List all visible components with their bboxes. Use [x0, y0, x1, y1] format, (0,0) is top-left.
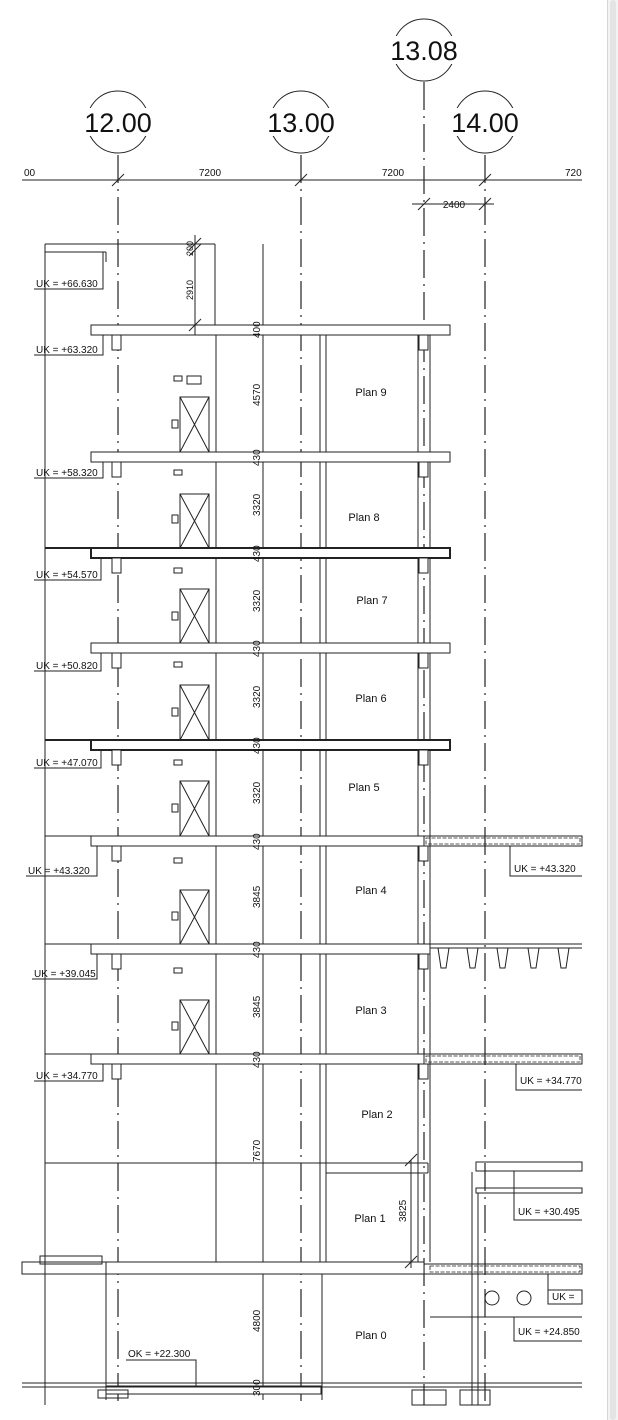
slab — [91, 740, 450, 750]
beams — [112, 335, 428, 1079]
level-label: UK = +34.770 — [36, 1071, 98, 1082]
svg-text:3320: 3320 — [252, 493, 263, 516]
svg-text:400: 400 — [252, 321, 263, 338]
svg-text:300: 300 — [252, 1379, 263, 1396]
floor-plan-1: Plan 1 — [354, 1213, 386, 1225]
grid-axis-12 — [80, 91, 156, 153]
floor-plan-5: Plan 5 — [348, 782, 380, 794]
floor-plan-7: Plan 7 — [356, 595, 388, 607]
scrollbar-thumb[interactable] — [610, 0, 616, 1420]
level-label: UK = +54.570 — [36, 570, 98, 581]
floor-plan-6: Plan 6 — [355, 693, 387, 705]
grid-label-14: 14.00 — [451, 108, 519, 138]
level-label: UK = +66.630 — [36, 279, 98, 290]
floor-plan-9: Plan 9 — [355, 387, 387, 399]
grid-axis-13-08 — [386, 19, 462, 81]
level-label: UK = +47.070 — [36, 758, 98, 769]
grid-label-13-08: 13.08 — [390, 36, 458, 66]
floor-plan-8: Plan 8 — [348, 512, 380, 524]
dim-v-200: 200 — [185, 240, 195, 256]
slab — [91, 643, 450, 653]
floor-plan-4: Plan 4 — [355, 885, 387, 897]
slab — [91, 325, 450, 335]
floor-plan-2: Plan 2 — [361, 1109, 393, 1121]
floor-plan-3: Plan 3 — [355, 1005, 387, 1017]
level-label: UK = +50.820 — [36, 661, 98, 672]
svg-text:4570: 4570 — [252, 383, 263, 406]
svg-text:7670: 7670 — [252, 1139, 263, 1162]
top-dimension-line — [22, 174, 582, 210]
svg-text:3845: 3845 — [252, 885, 263, 908]
floor-slabs — [45, 325, 450, 1394]
dim-offset: 2400 — [442, 200, 466, 211]
level-label: UK = +58.320 — [36, 468, 98, 479]
dim-v-2910: 2910 — [185, 279, 195, 300]
svg-text:4800: 4800 — [252, 1309, 263, 1332]
svg-text:430: 430 — [252, 545, 263, 562]
ground-lines — [22, 1274, 582, 1400]
svg-text:3320: 3320 — [252, 589, 263, 612]
svg-text:3845: 3845 — [252, 995, 263, 1018]
level-label: UK = +24.850 — [518, 1327, 580, 1338]
svg-text:3825: 3825 — [398, 1199, 409, 1222]
svg-text:430: 430 — [252, 833, 263, 850]
svg-text:3320: 3320 — [252, 781, 263, 804]
svg-text:430: 430 — [252, 941, 263, 958]
building-outline — [45, 244, 430, 1405]
slab — [91, 548, 450, 558]
floor-height-labels — [252, 321, 409, 1396]
svg-text:430: 430 — [252, 449, 263, 466]
grid-axis-13 — [263, 91, 339, 153]
floor-names — [348, 387, 392, 1342]
level-label: UK = +63.320 — [36, 345, 98, 356]
dim-span-b: 7200 — [381, 168, 405, 179]
grid-axis-14 — [447, 91, 523, 153]
grid-label-12: 12.00 — [84, 108, 152, 138]
slab — [106, 1262, 424, 1274]
slab — [91, 452, 450, 462]
vertical-scrollbar[interactable] — [607, 0, 618, 1420]
level-label: UK = +39.045 — [34, 969, 96, 980]
base-level-label: OK = +22.300 — [128, 1349, 191, 1360]
level-label: UK = +43.320 — [28, 866, 90, 877]
svg-text:3320: 3320 — [252, 685, 263, 708]
level-labels-right — [514, 864, 582, 1338]
dim-top-left: 00 — [24, 168, 36, 179]
floor-plan-0: Plan 0 — [355, 1330, 387, 1342]
svg-text:430: 430 — [252, 1051, 263, 1068]
level-leaders-right — [510, 846, 582, 1341]
level-label: UK = +43.320 — [514, 864, 576, 875]
level-label: UK = +30.495 — [518, 1207, 580, 1218]
level-labels-left — [28, 279, 98, 1082]
dim-span-a: 7200 — [198, 168, 222, 179]
svg-text:430: 430 — [252, 640, 263, 657]
grid-label-13: 13.00 — [267, 108, 335, 138]
svg-text:430: 430 — [252, 737, 263, 754]
base-level-leader — [126, 1360, 196, 1386]
level-label: UK = +34.770 — [520, 1076, 582, 1087]
level-label: UK = — [552, 1292, 575, 1303]
dim-top-right: 720 — [565, 168, 582, 179]
